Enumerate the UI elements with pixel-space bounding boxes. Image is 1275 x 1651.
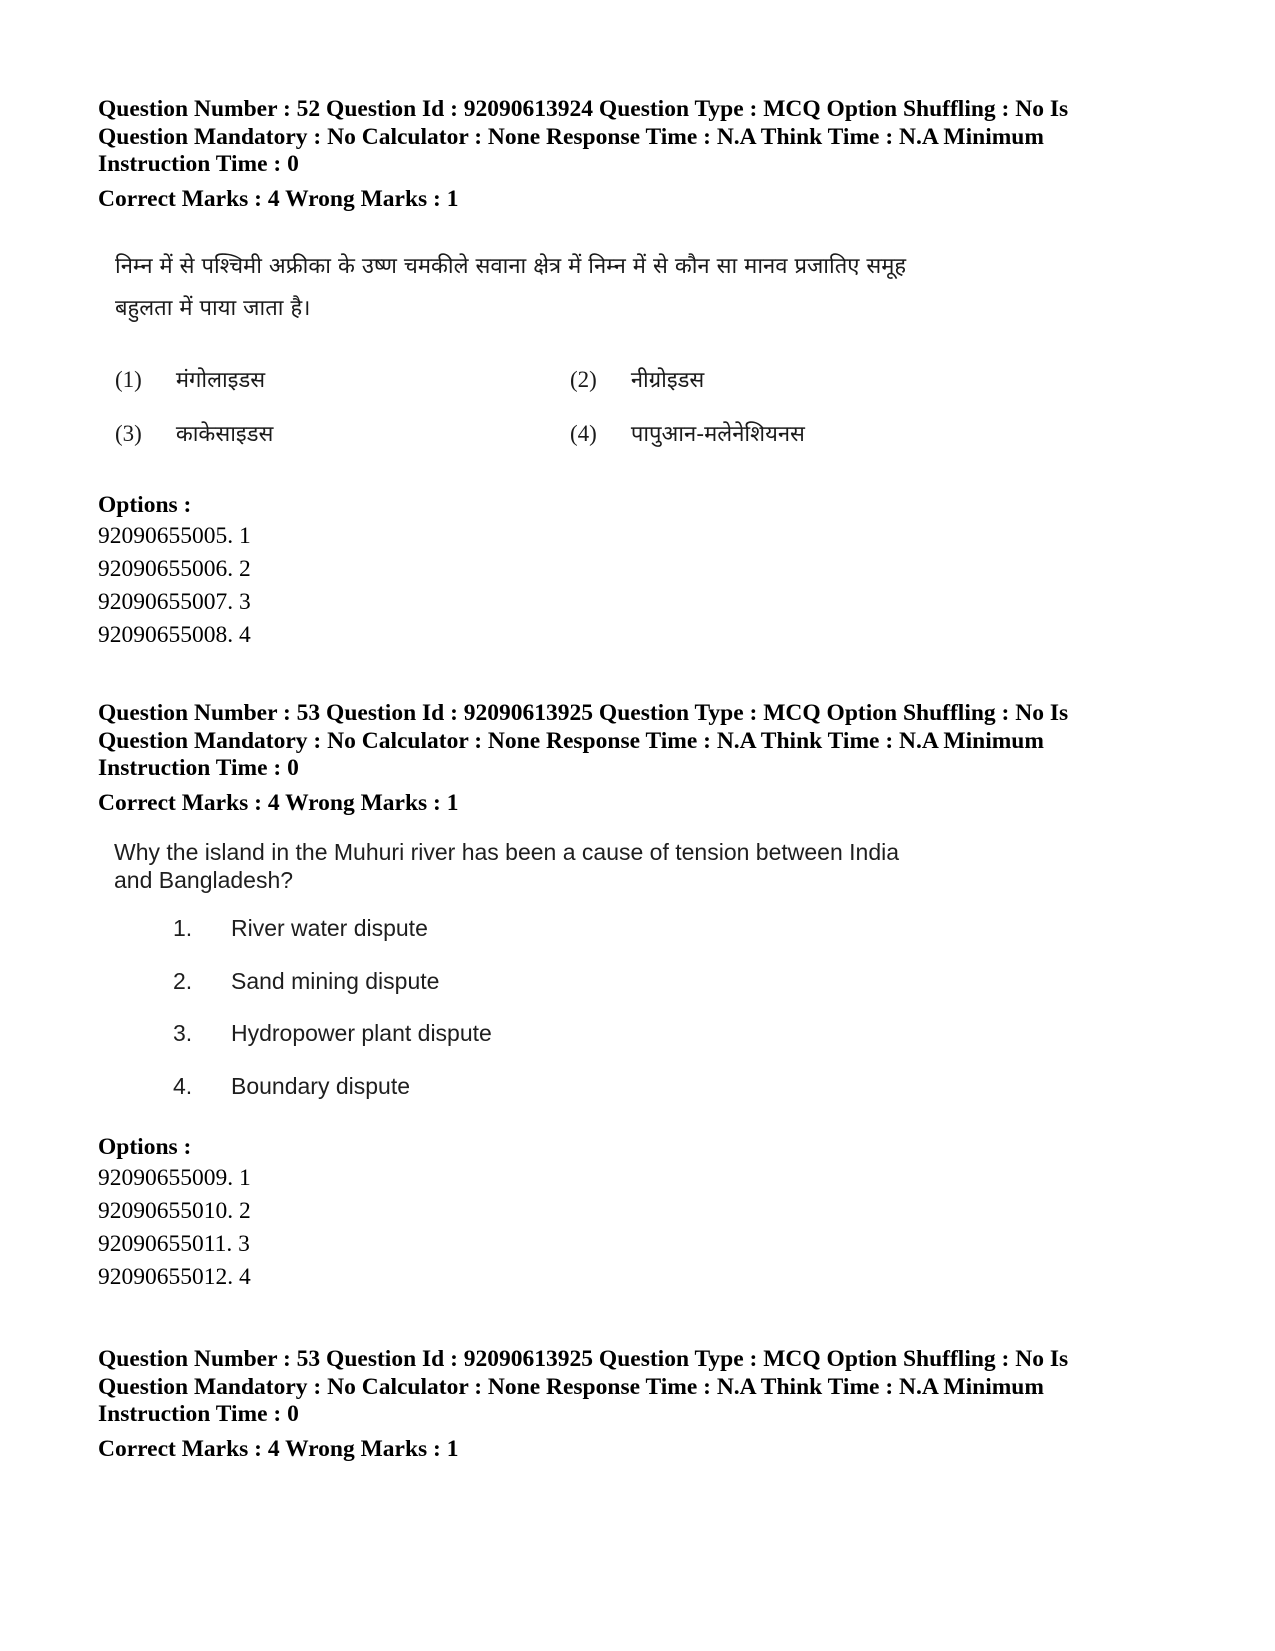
question-52-choice-1 bbox=[115, 364, 265, 394]
choice-text: Boundary dispute bbox=[231, 1073, 411, 1099]
question-meta-line: Question Mandatory : No Calculator : None Response Time : N.A Think Time : N.A Minimum bbox=[98, 123, 1044, 150]
question-meta-line: Question Mandatory : No Calculator : None Response Time : N.A Think Time : N.A Minimum bbox=[98, 1373, 1044, 1400]
option-line: 92090655008. 4 bbox=[98, 622, 251, 648]
question-meta-line: Instruction Time : 0 bbox=[98, 151, 299, 177]
question-marks: Correct Marks : 4 Wrong Marks : 1 bbox=[98, 1435, 459, 1462]
option-line: 92090655012. 4 bbox=[98, 1264, 251, 1290]
choice-text: नीग्रोइडस bbox=[630, 368, 705, 393]
question-53-stem bbox=[114, 838, 1014, 894]
question-meta-line: Question Number : 53 Question Id : 92090613925 Question Type : MCQ Option Shuffling : No Is bbox=[98, 700, 1069, 726]
question-53-choice-4 bbox=[173, 1073, 410, 1100]
question-stem-line: Why the island in the Muhuri river has been a cause of tension between India bbox=[114, 839, 900, 865]
choice-number: 3. bbox=[173, 1020, 193, 1046]
question-53b-header bbox=[98, 1346, 1178, 1463]
choice-text: मंगोलाइडस bbox=[175, 368, 266, 393]
question-53-choice-1 bbox=[173, 915, 428, 942]
question-53-choice-2 bbox=[173, 968, 439, 995]
question-52-stem bbox=[115, 246, 1115, 330]
question-52-options bbox=[98, 490, 1178, 652]
question-52-choice-4 bbox=[570, 418, 805, 448]
question-stem-line: बहुलता में पाया जाता है। bbox=[115, 296, 311, 321]
option-line: 92090655010. 2 bbox=[98, 1198, 251, 1224]
choice-number: (3) bbox=[115, 421, 142, 446]
question-marks: Correct Marks : 4 Wrong Marks : 1 bbox=[98, 185, 459, 212]
question-52-choice-3 bbox=[115, 418, 273, 448]
question-meta-line: Question Mandatory : No Calculator : None Response Time : N.A Think Time : N.A Minimum bbox=[98, 727, 1044, 754]
question-52-choice-2 bbox=[570, 364, 704, 394]
option-line: 92090655011. 3 bbox=[98, 1231, 250, 1257]
question-marks: Correct Marks : 4 Wrong Marks : 1 bbox=[98, 789, 459, 816]
question-stem-line: निम्न में से पश्चिमी अफ्रीका के उष्ण चमकीले सवाना क्षेत्र में निम्न में से कौन सा मानव प्रजातिए समूह bbox=[115, 254, 907, 279]
question-53-choice-3 bbox=[173, 1020, 492, 1047]
question-meta-line: Instruction Time : 0 bbox=[98, 755, 299, 781]
option-line: 92090655006. 2 bbox=[98, 556, 251, 582]
options-label: Options : bbox=[98, 492, 192, 518]
choice-text: काकेसाइडस bbox=[175, 422, 274, 447]
choice-text: River water dispute bbox=[231, 915, 428, 941]
question-53-options bbox=[98, 1132, 1178, 1294]
choice-text: पापुआन-मलेनेशियनस bbox=[630, 422, 805, 447]
choice-number: 1. bbox=[173, 915, 193, 941]
question-meta-line: Question Number : 53 Question Id : 92090613925 Question Type : MCQ Option Shuffling : No Is bbox=[98, 1346, 1069, 1372]
question-stem-line: and Bangladesh? bbox=[114, 867, 294, 893]
choice-number: (1) bbox=[115, 367, 142, 392]
question-52-header bbox=[98, 96, 1178, 213]
question-53-header bbox=[98, 700, 1178, 817]
question-meta-line: Instruction Time : 0 bbox=[98, 1401, 299, 1427]
options-label: Options : bbox=[98, 1134, 192, 1160]
option-line: 92090655007. 3 bbox=[98, 589, 251, 615]
option-line: 92090655009. 1 bbox=[98, 1165, 251, 1191]
choice-text: Sand mining dispute bbox=[231, 968, 440, 994]
choice-number: 2. bbox=[173, 968, 193, 994]
option-line: 92090655005. 1 bbox=[98, 523, 251, 549]
choice-number: (4) bbox=[570, 421, 597, 446]
question-meta-line: Question Number : 52 Question Id : 92090613924 Question Type : MCQ Option Shuffling : No Is bbox=[98, 96, 1069, 122]
choice-number: (2) bbox=[570, 367, 597, 392]
choice-number: 4. bbox=[173, 1073, 193, 1099]
choice-text: Hydropower plant dispute bbox=[231, 1020, 492, 1046]
